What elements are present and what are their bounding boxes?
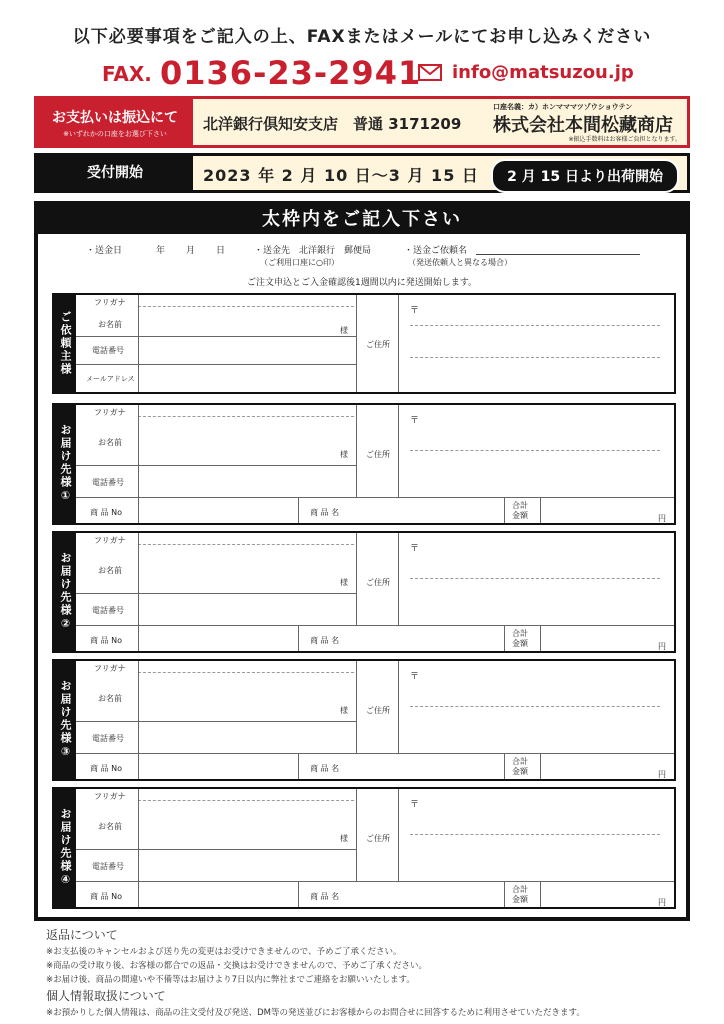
- divider: [138, 661, 139, 779]
- product-name-label: 商 品 名: [310, 636, 340, 645]
- divider: [76, 849, 356, 850]
- phone-label: 電話番号: [92, 862, 124, 871]
- email-label: メールアドレス: [86, 375, 135, 383]
- product-name-label: 商 品 名: [310, 508, 340, 517]
- product-no-label: 商 品 No: [90, 764, 122, 773]
- footer-notes: [46, 926, 706, 1020]
- product-no-label: 商 品 No: [90, 892, 122, 901]
- sender-name-label: ・送金ご依頼名: [404, 246, 468, 256]
- sama-label: 様: [340, 450, 348, 459]
- address-label: ご住所: [366, 340, 390, 349]
- divider: [138, 789, 139, 907]
- zip-label: 〒: [410, 544, 420, 554]
- recipient-block-2: [52, 531, 676, 653]
- recipient-side-label: お届け先様③: [54, 661, 76, 779]
- phone-label: 電話番号: [92, 346, 124, 355]
- recipient-side-label: お届け先様④: [54, 789, 76, 907]
- returns-note-3: ※お届け後、商品の間違いや不備等はお届けより7日以内に弊社までご連絡をお願いいたします。: [46, 975, 415, 985]
- divider: [76, 881, 674, 882]
- furigana-field[interactable]: [138, 800, 354, 801]
- send-to-label[interactable]: ・送金先 北洋銀行 郵便局: [254, 246, 372, 256]
- yen-label: 円: [658, 770, 666, 779]
- furigana-field[interactable]: [138, 416, 354, 417]
- sama-label: 様: [340, 326, 348, 335]
- address-label: ご住所: [366, 578, 390, 587]
- headline: 以下必要事項をご記入の上、FAXまたはメールにてお申し込みください: [72, 27, 652, 47]
- recipient-block-3: [52, 659, 676, 781]
- reception-box: [34, 153, 690, 193]
- divider: [398, 533, 399, 625]
- returns-note-2: ※商品の受け取り後、お客様の都合での返品・交換はお受けできませんので、予めご了承ください。: [46, 961, 427, 971]
- yen-label: 円: [658, 898, 666, 907]
- address-label: ご住所: [366, 706, 390, 715]
- address-field[interactable]: [410, 706, 660, 707]
- furigana-field[interactable]: [138, 544, 354, 545]
- shipping-start-badge: 2 月 15 日より出荷開始: [491, 159, 679, 193]
- divider: [138, 533, 139, 651]
- form-title: 太枠内をご記入下さい: [38, 205, 686, 234]
- divider: [76, 593, 356, 594]
- sender-note: （発送依頼人と異なる場合）: [408, 258, 512, 267]
- furigana-label: フリガナ: [94, 664, 126, 673]
- fax-label: FAX.: [102, 62, 152, 86]
- name-label: お名前: [98, 694, 122, 703]
- phone-label: 電話番号: [92, 606, 124, 615]
- divider: [298, 497, 299, 523]
- payment-box: [34, 96, 690, 148]
- divider: [398, 295, 399, 392]
- sender-name-field[interactable]: [476, 254, 640, 255]
- mail-icon: [418, 64, 442, 81]
- name-label: お名前: [98, 438, 122, 447]
- furigana-label: フリガナ: [94, 298, 126, 307]
- divider: [398, 405, 399, 497]
- fax-number[interactable]: 0136-23-2941: [160, 54, 422, 92]
- email-link[interactable]: info@matsuzou.jp: [452, 62, 634, 83]
- account-kana: 口座名義：カ）ホンマママツゾウショウテン: [493, 103, 633, 111]
- furigana-label: フリガナ: [94, 408, 126, 417]
- recipient-side-label: お届け先様①: [54, 405, 76, 523]
- divider: [76, 465, 356, 466]
- divider: [76, 336, 356, 337]
- contact-row: [0, 54, 724, 94]
- returns-note-1: ※お支払後のキャンセルおよび送り先の変更はお受けできませんので、予めご了承ください。: [46, 947, 402, 957]
- privacy-note-1: ※お預かりした個人情報は、商品の注文受付及び発送、DM等の発送並びにお客様からのお問合せに回答するために利用させていただきます。: [46, 1008, 585, 1018]
- name-label: お名前: [98, 566, 122, 575]
- requester-block: [52, 293, 676, 394]
- product-name-label: 商 品 名: [310, 764, 340, 773]
- send-month-label: 月: [186, 246, 196, 256]
- divider: [398, 661, 399, 753]
- divider: [356, 405, 357, 497]
- divider: [76, 753, 674, 754]
- phone-label: 電話番号: [92, 478, 124, 487]
- reception-range: 2023 年 2 月 10 日〜3 月 15 日: [203, 166, 479, 185]
- divider: [504, 497, 505, 523]
- requester-side-label: ご依頼主様: [54, 295, 76, 392]
- divider: [504, 881, 505, 907]
- reception-label: 受付開始: [87, 165, 143, 181]
- sama-label: 様: [340, 706, 348, 715]
- divider: [540, 753, 541, 779]
- recipient-side-label: お届け先様②: [54, 533, 76, 651]
- product-name-label: 商 品 名: [310, 892, 340, 901]
- divider: [76, 625, 674, 626]
- furigana-field[interactable]: [138, 672, 354, 673]
- payment-subtitle: ※いずれかの口座をお選び下さい: [63, 130, 167, 138]
- product-no-label: 商 品 No: [90, 636, 122, 645]
- divider: [540, 881, 541, 907]
- divider: [540, 625, 541, 651]
- furigana-field[interactable]: [138, 306, 354, 307]
- shipping-notice: ご注文申込とご入金確認後1週間以内に発送開始します。: [246, 278, 477, 288]
- name-label: お名前: [98, 822, 122, 831]
- total-label: 合計 金額: [512, 757, 528, 776]
- zip-label: 〒: [410, 672, 420, 682]
- recipient-block-1: [52, 403, 676, 525]
- address-field[interactable]: [410, 450, 660, 451]
- divider: [356, 295, 357, 392]
- zip-label: 〒: [410, 416, 420, 426]
- product-no-label: 商 品 No: [90, 508, 122, 517]
- divider: [76, 364, 356, 365]
- send-date-label: ・送金日: [86, 246, 123, 256]
- divider: [298, 625, 299, 651]
- divider: [356, 789, 357, 881]
- divider: [504, 625, 505, 651]
- divider: [138, 405, 139, 523]
- returns-title: 返品について: [46, 928, 118, 942]
- divider: [540, 497, 541, 523]
- sama-label: 様: [340, 834, 348, 843]
- furigana-label: フリガナ: [94, 536, 126, 545]
- divider: [504, 753, 505, 779]
- divider: [138, 295, 139, 392]
- divider: [356, 661, 357, 753]
- total-label: 合計 金額: [512, 629, 528, 648]
- order-form: [34, 201, 690, 921]
- total-label: 合計 金額: [512, 501, 528, 520]
- name-label: お名前: [98, 320, 122, 329]
- address-field[interactable]: [410, 578, 660, 579]
- address-label: ご住所: [366, 450, 390, 459]
- send-to-note: （ご利用口座に○印）: [260, 258, 339, 267]
- address-field[interactable]: [410, 357, 660, 358]
- divider: [298, 881, 299, 907]
- address-field[interactable]: [410, 325, 660, 326]
- send-day-label: 日: [216, 246, 226, 256]
- divider: [298, 753, 299, 779]
- payment-title: お支払いは振込にて: [52, 110, 178, 126]
- phone-label: 電話番号: [92, 734, 124, 743]
- divider: [398, 789, 399, 881]
- fee-note: ※振込手数料はお客様ご負担となります。: [568, 136, 681, 143]
- total-label: 合計 金額: [512, 885, 528, 904]
- privacy-title: 個人情報取扱について: [46, 989, 166, 1003]
- account-name: 株式会社本間松藏商店: [493, 115, 673, 136]
- recipient-block-4: [52, 787, 676, 909]
- payment-title-box: [37, 99, 193, 145]
- zip-label: 〒: [410, 306, 420, 316]
- divider: [356, 533, 357, 625]
- yen-label: 円: [658, 514, 666, 523]
- bank-info: 北洋銀行倶知安支店 普通 3171209: [203, 115, 462, 133]
- divider: [76, 721, 356, 722]
- send-year-label: 年: [156, 246, 166, 256]
- zip-label: 〒: [410, 800, 420, 810]
- furigana-label: フリガナ: [94, 792, 126, 801]
- sama-label: 様: [340, 578, 348, 587]
- address-label: ご住所: [366, 834, 390, 843]
- address-field[interactable]: [410, 834, 660, 835]
- divider: [76, 497, 674, 498]
- yen-label: 円: [658, 642, 666, 651]
